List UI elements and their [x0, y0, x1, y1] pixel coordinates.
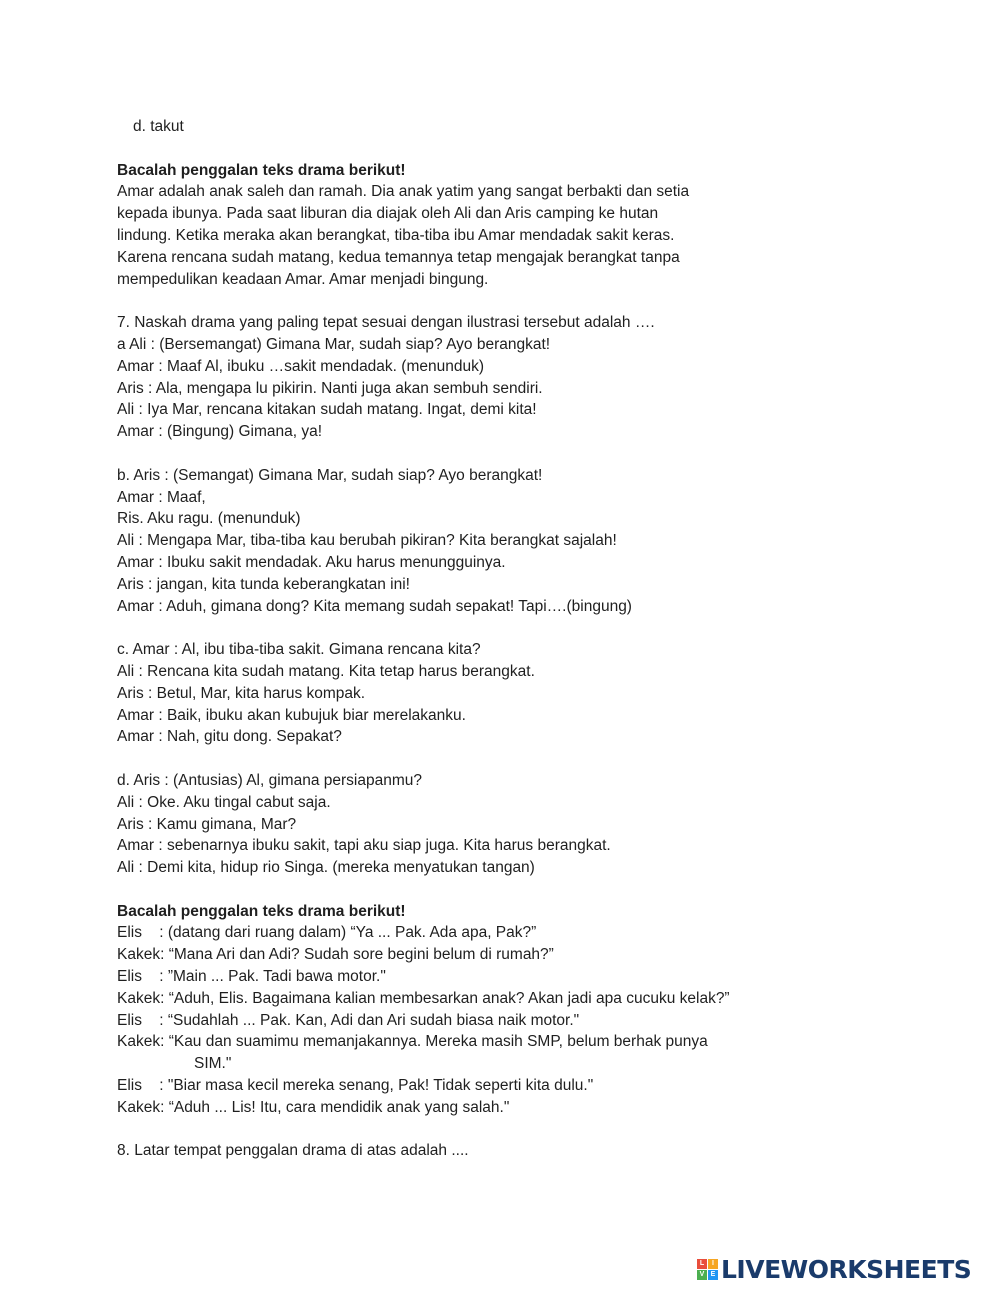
- dialogue-line: Kakek: “Kau dan suamimu memanjakannya. Mereka masih SMP, belum berhak punya: [117, 1033, 708, 1051]
- dialogue-line: Amar : sebenarnya ibuku sakit, tapi aku siap juga. Kita harus berangkat.: [117, 837, 611, 855]
- dialogue-line: Ali : Iya Mar, rencana kitakan sudah matang. Ingat, demi kita!: [117, 401, 537, 419]
- question-7-option-b: [117, 465, 877, 618]
- question-7-option-c: [117, 639, 877, 748]
- dialogue-line: Amar : Ibuku sakit mendadak. Aku harus menungguinya.: [117, 553, 506, 571]
- dialogue-line: Ali : Rencana kita sudah matang. Kita tetap harus berangkat.: [117, 662, 535, 680]
- passage1-heading: Bacalah penggalan teks drama berikut!: [117, 161, 406, 179]
- dialogue-line: Aris : Kamu gimana, Mar?: [117, 815, 297, 833]
- passage1-text: [117, 181, 877, 290]
- dialogue-line: Amar : Aduh, gimana dong? Kita memang sudah sepakat! Tapi….(bingung): [117, 597, 632, 615]
- logo-text: LIVEWORKSHEETS: [721, 1254, 972, 1284]
- passage2-dialogue: [117, 922, 877, 1118]
- dialogue-line: Ali : Oke. Aku tingal cabut saja.: [117, 793, 331, 811]
- question-7: 7. Naskah drama yang paling tepat sesuai dengan ilustrasi tersebut adalah ….: [117, 314, 655, 332]
- dialogue-line: Kakek: “Aduh, Elis. Bagaimana kalian membesarkan anak? Akan jadi apa cucuku kelak?”: [117, 989, 730, 1007]
- previous-option-d: d. takut: [133, 118, 184, 135]
- dialogue-line: a Ali : (Bersemangat) Gimana Mar, sudah siap? Ayo berangkat!: [117, 335, 551, 353]
- worksheet-page: [117, 116, 877, 1162]
- dialogue-line: Amar : Nah, gitu dong. Sepakat?: [117, 728, 342, 746]
- logo-block: L: [697, 1259, 707, 1269]
- dialogue-line-continued: SIM.": [194, 1055, 232, 1073]
- dialogue-line: Aris : Ala, mengapa lu pikirin. Nanti juga akan sembuh sendiri.: [117, 379, 543, 397]
- dialogue-line: Elis : (datang dari ruang dalam) “Ya ... Pak. Ada apa, Pak?”: [117, 924, 537, 942]
- dialogue-line: Kakek: “Aduh ... Lis! Itu, cara mendidik anak yang salah.": [117, 1098, 510, 1116]
- dialogue-line: Aris : jangan, kita tunda keberangkatan ini!: [117, 575, 410, 593]
- question-8: 8. Latar tempat penggalan drama di atas adalah ....: [117, 1142, 469, 1160]
- dialogue-line: Elis : ”Main ... Pak. Tadi bawa motor.": [117, 968, 386, 986]
- question-7-option-d: [117, 770, 877, 879]
- dialogue-line: Aris : Betul, Mar, kita harus kompak.: [117, 684, 366, 702]
- dialogue-line: Amar : (Bingung) Gimana, ya!: [117, 423, 323, 441]
- logo-block: E: [708, 1270, 718, 1280]
- passage2-heading: Bacalah penggalan teks drama berikut!: [117, 902, 406, 920]
- dialogue-line: Amar : Maaf Al, ibuku …sakit mendadak. (menunduk): [117, 357, 484, 375]
- passage-line: kepada ibunya. Pada saat liburan dia diajak oleh Ali dan Aris camping ke hutan: [117, 205, 659, 223]
- logo-block: I: [708, 1259, 718, 1269]
- passage-line: Amar adalah anak saleh dan ramah. Dia anak yatim yang sangat berbakti dan setia: [117, 183, 690, 201]
- dialogue-line: b. Aris : (Semangat) Gimana Mar, sudah siap? Ayo berangkat!: [117, 466, 543, 484]
- dialogue-line: Amar : Maaf,: [117, 488, 206, 506]
- dialogue-line: Kakek: “Mana Ari dan Adi? Sudah sore begini belum di rumah?”: [117, 946, 554, 964]
- dialogue-line: c. Amar : Al, ibu tiba-tiba sakit. Gimana rencana kita?: [117, 641, 481, 659]
- question-7-option-a: [117, 334, 877, 443]
- passage-line: lindung. Ketika meraka akan berangkat, tiba-tiba ibu Amar mendadak sakit keras.: [117, 226, 675, 244]
- passage-line: mempedulikan keadaan Amar. Amar menjadi bingung.: [117, 270, 489, 288]
- dialogue-line: Amar : Baik, ibuku akan kubujuk biar merelakanku.: [117, 706, 466, 724]
- dialogue-line: Ali : Mengapa Mar, tiba-tiba kau berubah pikiran? Kita berangkat sajalah!: [117, 532, 617, 550]
- logo-blocks-icon: [697, 1259, 718, 1280]
- logo-block: V: [697, 1270, 707, 1280]
- dialogue-line: Ali : Demi kita, hidup rio Singa. (mereka menyatukan tangan): [117, 859, 535, 877]
- dialogue-line: Elis : “Sudahlah ... Pak. Kan, Adi dan Ari sudah biasa naik motor.": [117, 1011, 580, 1029]
- dialogue-line: d. Aris : (Antusias) Al, gimana persiapanmu?: [117, 771, 422, 789]
- passage-line: Karena rencana sudah matang, kedua temannya tetap mengajak berangkat tanpa: [117, 248, 680, 266]
- dialogue-line: Elis : "Biar masa kecil mereka senang, Pak! Tidak seperti kita dulu.": [117, 1077, 594, 1095]
- dialogue-line: Ris. Aku ragu. (menunduk): [117, 510, 301, 528]
- liveworksheets-logo: [697, 1254, 971, 1284]
